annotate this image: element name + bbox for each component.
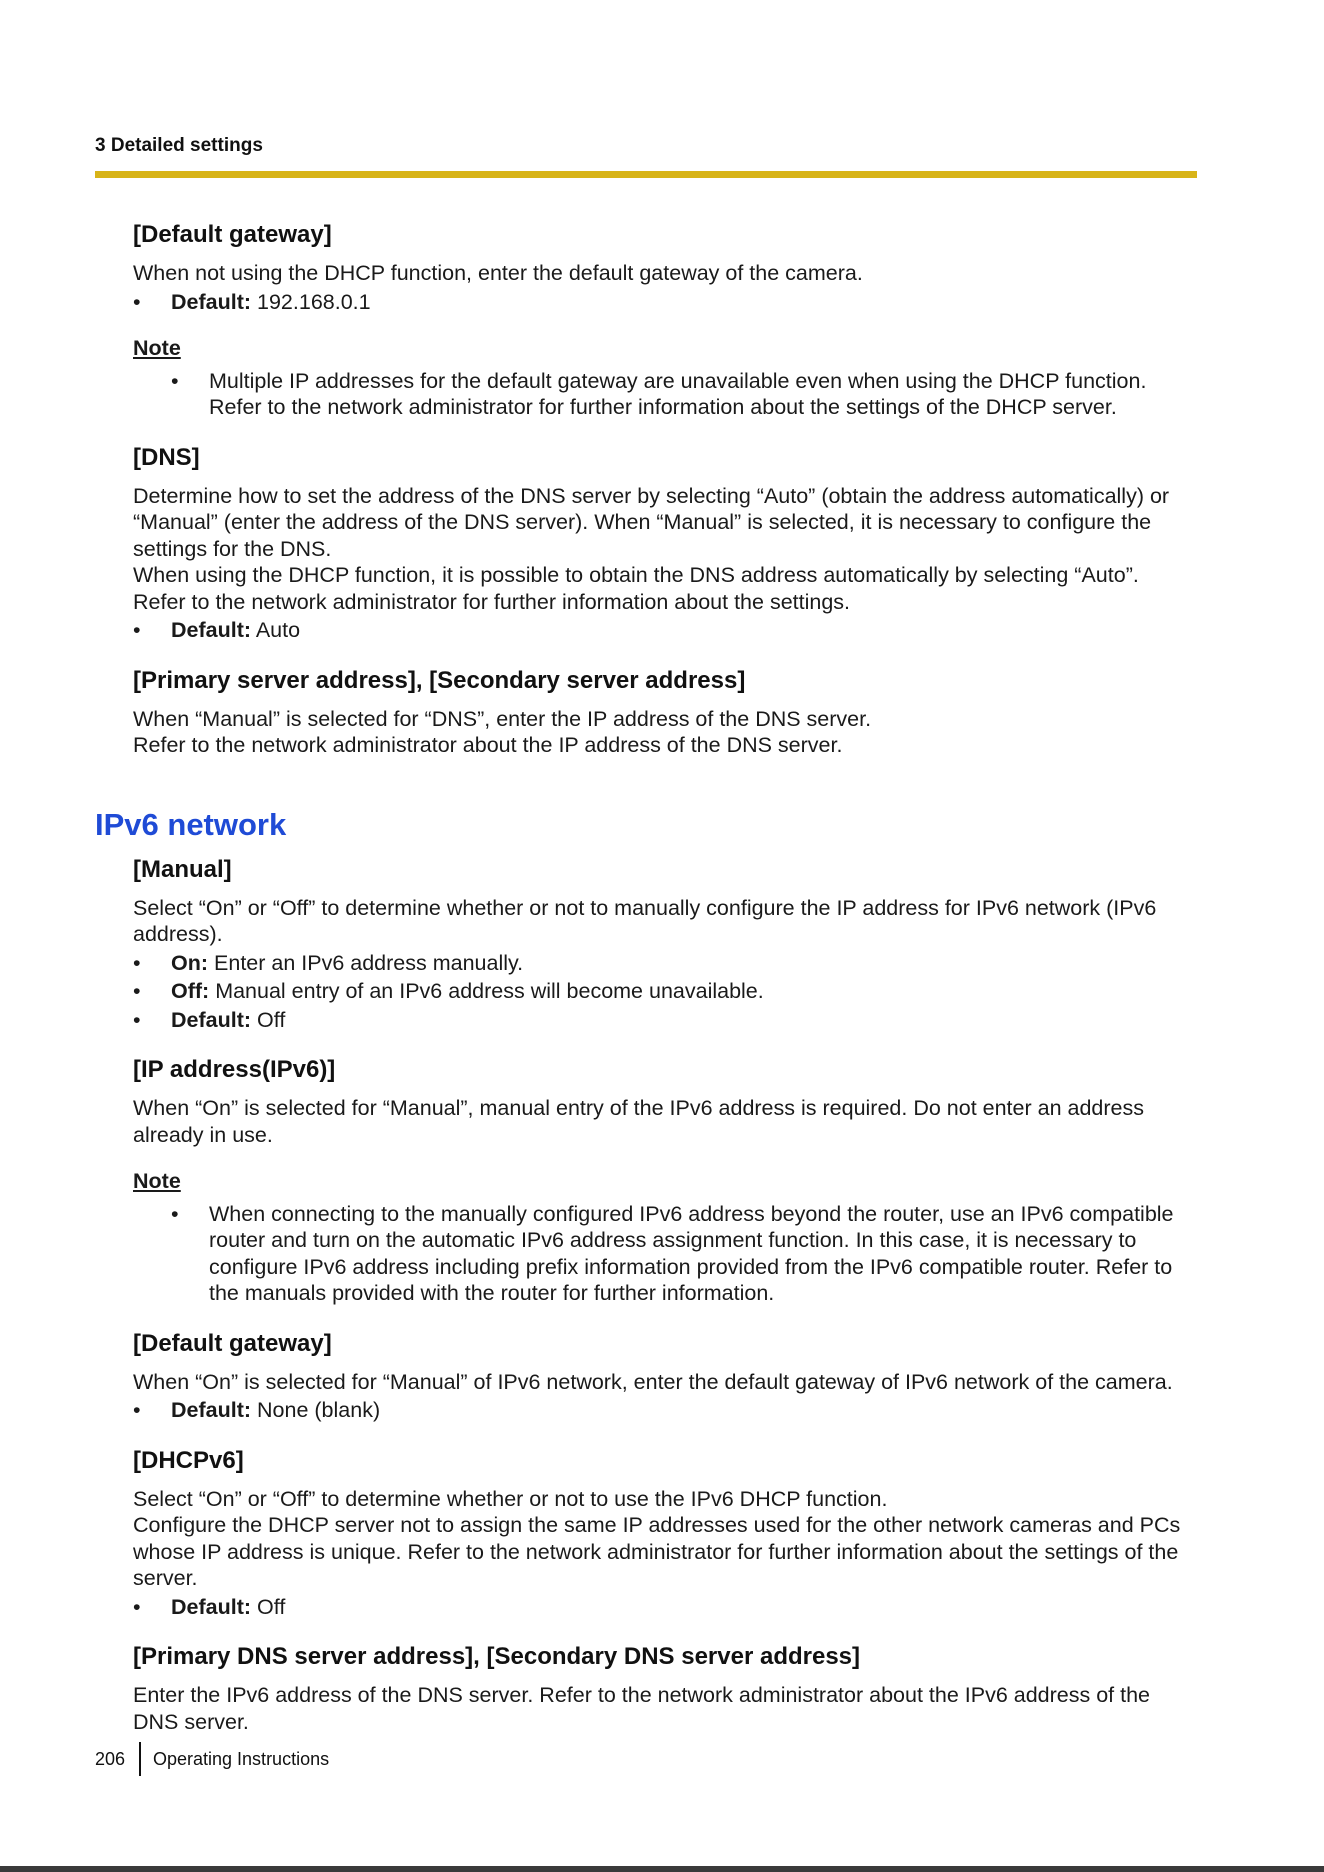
main-content [95, 220, 1199, 1757]
default-bullet [133, 617, 1199, 644]
bullet-icon: • [133, 1594, 141, 1619]
default-value: Off [257, 1594, 286, 1619]
section-text: Enter the IPv6 address of the DNS server. Refer to the network administrator about the IPv6 address of the DNS server. [133, 1683, 1150, 1734]
default-label: Default: [171, 1007, 252, 1032]
section-text: When “On” is selected for “Manual” of IPv6 network, enter the default gateway of IPv6 network of the camera. [133, 1369, 1173, 1394]
note-text: Multiple IP addresses for the default gateway are unavailable even when using the DHCP function. Refer to the network administrator for further information about the settings of the DHCP server. [209, 368, 1147, 419]
bullet-icon: • [133, 1007, 141, 1032]
default-value: Auto [255, 618, 301, 642]
doc-title: Operating Instructions [153, 1748, 330, 1769]
section-text: Refer to the network administrator about the IP address of the DNS server. [133, 733, 843, 757]
section-title: [IP address(IPv6)] [133, 1056, 336, 1083]
bullet-icon: • [133, 618, 141, 642]
section-manual [133, 855, 1199, 1034]
section-title: [Primary server address], [Secondary server address] [133, 666, 746, 694]
bullet-icon: • [171, 1201, 179, 1226]
on-label: On: [171, 950, 209, 975]
ipv6-heading: IPv6 network [95, 806, 287, 842]
section-ipv6-default-gateway [133, 1329, 1199, 1424]
section-text: When not using the DHCP function, enter the default gateway of the camera. [133, 261, 863, 285]
note-text: When connecting to the manually configured IPv6 address beyond the router, use an IPv6 compatible router and turn on the automatic IPv6 address assignment function. In this case, it is necessary to configure IPv6 address including prefix information provided from the IPv6 compatible router. Refer to the manuals provided with the router for further information. [209, 1201, 1174, 1305]
bullet-icon: • [133, 979, 141, 1003]
default-bullet [133, 289, 1199, 316]
on-value: Enter an IPv6 address manually. [214, 950, 524, 975]
section-dhcpv6 [133, 1446, 1199, 1621]
bullet-icon: • [133, 1398, 141, 1422]
note-title: Note [133, 336, 181, 360]
section-title: [Default gateway] [133, 221, 332, 248]
section-title: [DNS] [133, 443, 200, 471]
section-text: Configure the DHCP server not to assign the same IP addresses used for the other network cameras and PCs whose IP address is unique. Refer to the network administrator for further information about the settings of the server. [133, 1513, 1181, 1590]
default-label: Default: [171, 618, 252, 642]
page-footer [95, 1743, 329, 1775]
page-number: 206 [95, 1748, 126, 1769]
bullet-icon: • [171, 368, 179, 393]
off-value: Manual entry of an IPv6 address will become unavailable. [215, 979, 764, 1003]
section-dns [133, 443, 1199, 644]
bottom-edge-bar [0, 1866, 1324, 1872]
default-label: Default: [171, 289, 252, 314]
footer-divider [139, 1742, 141, 1776]
default-label: Default: [171, 1594, 252, 1619]
default-value: None (blank) [257, 1398, 381, 1422]
default-bullet [133, 1007, 1199, 1034]
section-text: When “On” is selected for “Manual”, manual entry of the IPv6 address is required. Do not enter an address already in use. [133, 1096, 1144, 1147]
section-server-address [133, 666, 1199, 759]
section-dns-server-address [133, 1642, 1199, 1735]
section-default-gateway [133, 220, 1199, 421]
default-value: Off [257, 1007, 286, 1032]
section-text: Refer to the network administrator for further information about the settings. [133, 589, 851, 614]
note-item [133, 1201, 1199, 1307]
section-title: [DHCPv6] [133, 1446, 244, 1474]
section-title: [Default gateway] [133, 1329, 332, 1357]
default-value: 192.168.0.1 [257, 289, 371, 314]
section-text: When “Manual” is selected for “DNS”, enter the IP address of the DNS server. [133, 706, 872, 731]
section-text: Select “On” or “Off” to determine whether or not to use the IPv6 DHCP function. [133, 1486, 888, 1511]
section-text: Select “On” or “Off” to determine whether or not to manually configure the IP address for IPv6 network (IPv6 address). [133, 895, 1157, 946]
section-ip-address-ipv6 [133, 1055, 1199, 1307]
section-text: Determine how to set the address of the DNS server by selecting “Auto” (obtain the address automatically) or “Manual” (enter the address of the DNS server). When “Manual” is selected, it is necessary to configure the settings for the DNS. [133, 483, 1170, 561]
section-text: When using the DHCP function, it is possible to obtain the DNS address automatically by selecting “Auto”. [133, 563, 1139, 587]
header-rule [95, 171, 1197, 178]
chapter-header: 3 Detailed settings [95, 135, 263, 156]
off-bullet [133, 978, 1199, 1005]
off-label: Off: [171, 979, 210, 1003]
section-title: [Primary DNS server address], [Secondary DNS server address] [133, 1643, 861, 1670]
default-bullet [133, 1397, 1199, 1424]
bullet-icon: • [133, 950, 141, 975]
note-title: Note [133, 1169, 181, 1193]
default-bullet [133, 1594, 1199, 1621]
section-title: [Manual] [133, 855, 232, 883]
note-item [133, 368, 1199, 421]
default-label: Default: [171, 1398, 252, 1422]
bullet-icon: • [133, 289, 141, 314]
on-bullet [133, 950, 1199, 977]
